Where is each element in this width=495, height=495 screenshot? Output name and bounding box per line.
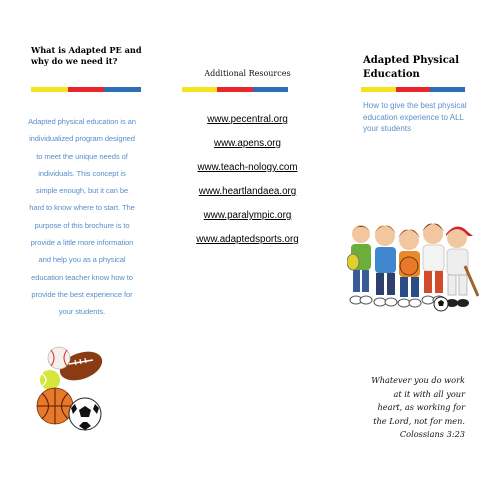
resource-links bbox=[165, 113, 330, 257]
quote-line: the Lord, not for men. bbox=[373, 415, 465, 426]
quote-line: heart, as working for bbox=[377, 402, 465, 412]
basketball-icon bbox=[37, 388, 73, 424]
resource-link-item[interactable] bbox=[165, 113, 330, 137]
cover-subtitle: How to give the best physical education experience to ALL your students bbox=[363, 101, 467, 133]
body-line: individuals. This concept is bbox=[38, 168, 126, 178]
tennis-ball-icon bbox=[40, 370, 60, 390]
resource-link-item[interactable] bbox=[165, 185, 330, 209]
baseball-icon bbox=[48, 347, 70, 369]
stripe-blue bbox=[430, 87, 465, 92]
stripe-blue bbox=[253, 87, 288, 92]
stripe-yellow bbox=[31, 87, 68, 92]
body-line: hard to know where to start. The bbox=[29, 203, 135, 213]
resources-title: Additional Resources bbox=[204, 69, 291, 78]
resource-link[interactable]: www.adaptedsports.org bbox=[196, 234, 299, 245]
kid-figure bbox=[374, 226, 397, 306]
kid-figure bbox=[347, 225, 372, 304]
body-line: provide the best experience for bbox=[31, 289, 133, 299]
kid-figure bbox=[446, 226, 478, 307]
body-line: and help you as a physical bbox=[38, 255, 126, 265]
body-line: purpose of this brochure is to bbox=[34, 220, 130, 230]
kids-with-sports-gear-illustration bbox=[347, 216, 479, 314]
body-line: to meet the unique needs of bbox=[36, 151, 128, 161]
left-panel-title: What is Adapted PE and why do we need it? bbox=[31, 45, 142, 66]
color-stripe bbox=[31, 87, 141, 92]
stripe-red bbox=[396, 87, 431, 92]
body-line: education teacher know how to bbox=[31, 272, 133, 282]
cover-title: Adapted Physical Education bbox=[363, 55, 460, 80]
stripe-yellow bbox=[182, 87, 217, 92]
stripe-yellow bbox=[361, 87, 396, 92]
soccer-ball-icon bbox=[434, 297, 448, 311]
resource-link[interactable]: www.apens.org bbox=[214, 138, 281, 149]
color-stripe bbox=[361, 87, 465, 92]
left-panel-body bbox=[25, 113, 139, 321]
sports-balls-illustration bbox=[33, 342, 105, 438]
body-line: your students. bbox=[58, 307, 106, 317]
body-line: individualized program designed bbox=[29, 134, 135, 144]
resource-link[interactable]: www.pecentral.org bbox=[207, 114, 288, 125]
body-line: simple enough, but it can be bbox=[35, 186, 129, 196]
kid-figure bbox=[422, 224, 445, 304]
resource-link[interactable]: www.teach-nology.com bbox=[197, 162, 298, 173]
stripe-blue bbox=[104, 87, 141, 92]
quote-citation: Colossians 3:23 bbox=[399, 429, 465, 439]
quote-line: Whatever you do work bbox=[371, 375, 465, 385]
soccer-ball-icon bbox=[69, 398, 101, 430]
color-stripe bbox=[182, 87, 288, 92]
stripe-red bbox=[217, 87, 252, 92]
quote-line: at it with all your bbox=[393, 388, 465, 399]
body-line: Adapted physical education is an bbox=[28, 117, 136, 126]
resource-link[interactable]: www.heartlandaea.org bbox=[198, 186, 297, 197]
stripe-red bbox=[68, 87, 105, 92]
body-line: provide a little more information bbox=[30, 238, 134, 248]
resource-link-item[interactable] bbox=[165, 137, 330, 161]
scripture-quote bbox=[355, 374, 465, 442]
kid-figure bbox=[398, 230, 421, 307]
resource-link-item[interactable] bbox=[165, 209, 330, 233]
resource-link-item[interactable] bbox=[165, 161, 330, 185]
resource-link[interactable]: www.paralympic.org bbox=[203, 210, 292, 221]
resource-link-item[interactable] bbox=[165, 233, 330, 257]
